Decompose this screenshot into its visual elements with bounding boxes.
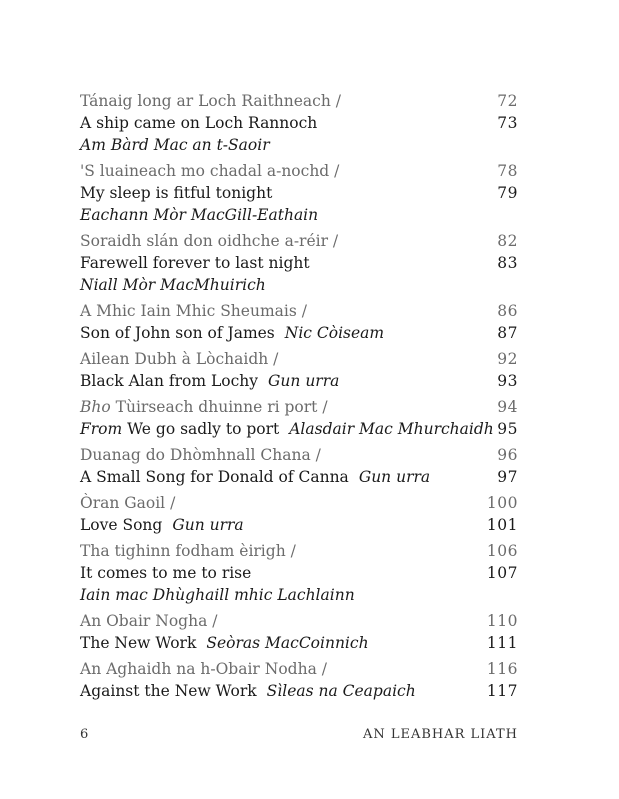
gaelic-title: Òran Gaoil / 100 [80,494,518,512]
page-number: 107 [486,564,518,582]
gaelic-title: Bho Tùirseach dhuinne ri port / 94 [80,398,518,416]
gaelic-title: An Aghaidh na h-Obair Nodha / 116 [80,660,518,678]
toc-entry [80,230,518,296]
toc-entry [80,610,518,654]
page-number: 79 [497,184,518,202]
page-number: 97 [497,468,518,486]
toc-entry [80,90,518,156]
english-title: It comes to me to rise 107 [80,564,518,582]
page-number: 82 [497,232,518,250]
page-number: 92 [497,350,518,368]
english-title: Against the New Work Sìleas na Ceapaich 117 [80,682,518,700]
toc-entry [80,396,518,440]
author: Gun urra [358,468,431,486]
page-footer [80,727,518,747]
page-number: 93 [497,372,518,390]
english-italic-word: From [80,420,123,438]
english-title: My sleep is fitful tonight 79 [80,184,518,202]
author: Am Bàrd Mac an t-Saoir [80,136,270,154]
toc-entry [80,492,518,536]
author: Gun urra [268,372,340,390]
author: Iain mac Dhùghaill mhic Lachlainn [80,586,355,604]
page-number: 101 [486,516,518,534]
page-number: 116 [486,660,518,678]
english-title: The New Work Seòras MacCoinnich 111 [80,634,518,652]
author: Alasdair Mac Mhurchaidh [289,420,494,438]
gaelic-title: Duanag do Dhòmhnall Chana / 96 [80,446,518,464]
toc-entry [80,540,518,606]
footer-page-number: 6 [80,727,89,742]
gaelic-title: Tha tighinn fodham èirigh / 106 [80,542,518,560]
running-book-title: AN LEABHAR LIATH [362,727,518,742]
english-title: Farewell forever to last night 83 [80,254,518,272]
gaelic-title: Ailean Dubh à Lòchaidh / 92 [80,350,518,368]
author: Sìleas na Ceapaich [266,682,416,700]
author: Nic Còiseam [284,324,385,342]
english-title: A ship came on Loch Rannoch 73 [80,114,518,132]
page-number: 94 [497,398,518,416]
page-number: 87 [497,324,518,342]
english-title: Love Song Gun urra 101 [80,516,518,534]
page-number: 78 [497,162,518,180]
table-of-contents [80,90,518,706]
page-number: 73 [497,114,518,132]
page-number: 83 [497,254,518,272]
author: Niall Mòr MacMhuirich [80,276,266,294]
page-number: 95 [497,420,518,438]
author: Eachann Mòr MacGill-Eathain [80,206,319,224]
toc-entry [80,300,518,344]
gaelic-title: Tánaig long ar Loch Raithneach / 72 [80,92,518,110]
gaelic-title: Soraidh slán don oidhche a-réir / 82 [80,232,518,250]
page-number: 106 [486,542,518,560]
english-title: From We go sadly to port Alasdair Mac Mhurchaidh 95 [80,420,518,438]
page-number: 86 [497,302,518,320]
author: Gun urra [172,516,244,534]
page-number: 96 [497,446,518,464]
page-number: 111 [486,634,518,652]
english-title: Son of John son of James Nic Còiseam 87 [80,324,518,342]
page-number: 117 [486,682,518,700]
gaelic-italic-word: Bho [80,398,111,416]
english-title: A Small Song for Donald of Canna Gun urra 97 [80,468,518,486]
gaelic-title: A Mhic Iain Mhic Sheumais / 86 [80,302,518,320]
toc-entry [80,658,518,702]
gaelic-title: 'S luaineach mo chadal a-nochd / 78 [80,162,518,180]
gaelic-title: An Obair Nogha / 110 [80,612,518,630]
page-number: 100 [486,494,518,512]
author: Seòras MacCoinnich [206,634,369,652]
page-number: 72 [497,92,518,110]
toc-entry [80,160,518,226]
toc-entry [80,348,518,392]
english-title: Black Alan from Lochy Gun urra 93 [80,372,518,390]
page-number: 110 [486,612,518,630]
toc-entry [80,444,518,488]
